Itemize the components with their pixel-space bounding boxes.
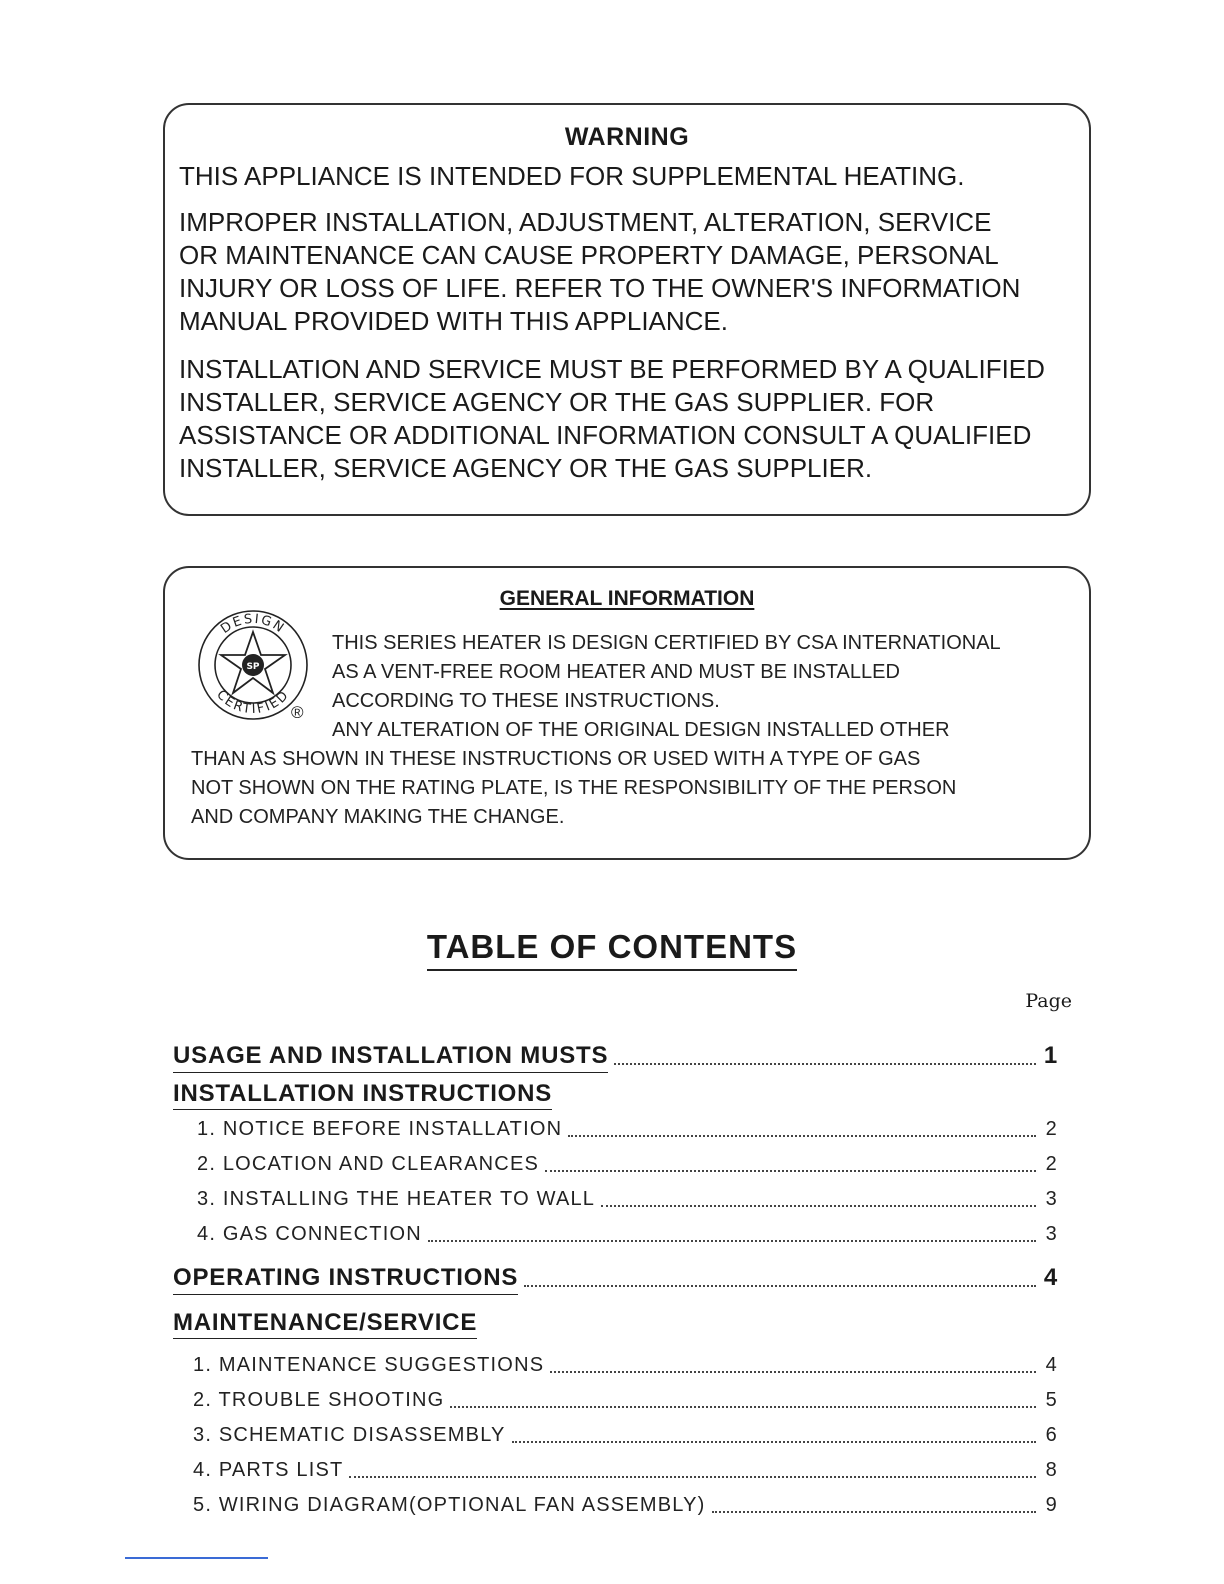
warning-box bbox=[163, 103, 1091, 516]
general-info-line: AND COMPANY MAKING THE CHANGE. bbox=[191, 806, 565, 828]
toc-entry-label: 2. LOCATION AND CLEARANCES bbox=[197, 1153, 540, 1175]
general-information-box bbox=[163, 566, 1091, 860]
logo-center-text: SP bbox=[246, 662, 260, 672]
warning-line: INSTALLER, SERVICE AGENCY OR THE GAS SUPPLIER. bbox=[179, 453, 873, 483]
warning-paragraph-2 bbox=[179, 206, 1079, 338]
toc-title bbox=[0, 928, 1224, 966]
toc-leader-dots bbox=[601, 1205, 1036, 1207]
toc-leader-dots bbox=[550, 1371, 1036, 1373]
warning-line: IMPROPER INSTALLATION, ADJUSTMENT, ALTERATION, SERVICE bbox=[179, 207, 992, 237]
toc-entry-label: USAGE AND INSTALLATION MUSTS bbox=[173, 1042, 608, 1073]
general-info-line: AS A VENT-FREE ROOM HEATER AND MUST BE INSTALLED bbox=[332, 661, 900, 683]
toc-leader-dots bbox=[349, 1476, 1036, 1478]
toc-heading-installation[interactable] bbox=[173, 1080, 552, 1108]
warning-line: INSTALLER, SERVICE AGENCY OR THE GAS SUPPLIER. FOR bbox=[179, 387, 935, 417]
general-info-line: THAN AS SHOWN IN THESE INSTRUCTIONS OR USED WITH A TYPE OF GAS bbox=[191, 748, 921, 770]
general-information-title: GENERAL INFORMATION bbox=[499, 587, 755, 610]
toc-entry-location[interactable] bbox=[197, 1153, 1058, 1176]
toc-leader-dots bbox=[614, 1063, 1036, 1065]
toc-entry-usage[interactable] bbox=[173, 1042, 1058, 1073]
toc-entry-page: 3 bbox=[1045, 1188, 1058, 1210]
registered-mark: ® bbox=[291, 703, 304, 722]
warning-line: INJURY OR LOSS OF LIFE. REFER TO THE OWNER'S INFORMATION bbox=[179, 273, 1021, 303]
toc-entry-gas-connection[interactable] bbox=[197, 1223, 1058, 1246]
toc-entry-label: 3. SCHEMATIC DISASSEMBLY bbox=[193, 1424, 506, 1446]
warning-line: MANUAL PROVIDED WITH THIS APPLIANCE. bbox=[179, 306, 728, 336]
toc-leader-dots bbox=[512, 1441, 1036, 1443]
toc-title-text: TABLE OF CONTENTS bbox=[427, 928, 797, 971]
toc-heading-label: MAINTENANCE/SERVICE bbox=[173, 1309, 477, 1339]
toc-entry-parts-list[interactable] bbox=[193, 1459, 1058, 1482]
toc-entry-label: 2. TROUBLE SHOOTING bbox=[193, 1389, 445, 1411]
toc-leader-dots bbox=[524, 1285, 1036, 1287]
warning-line: INSTALLATION AND SERVICE MUST BE PERFORMED BY A QUALIFIED bbox=[179, 354, 1045, 384]
general-info-line: NOT SHOWN ON THE RATING PLATE, IS THE RESPONSIBILITY OF THE PERSON bbox=[191, 777, 957, 799]
toc-entry-notice[interactable] bbox=[197, 1118, 1058, 1141]
toc-leader-dots bbox=[712, 1511, 1036, 1513]
toc-heading-label: INSTALLATION INSTRUCTIONS bbox=[173, 1080, 552, 1110]
toc-entry-page: 8 bbox=[1045, 1459, 1058, 1481]
toc-entry-maintenance-suggestions[interactable] bbox=[193, 1354, 1058, 1377]
toc-entry-page: 1 bbox=[1043, 1042, 1058, 1069]
toc-entry-label: 3. INSTALLING THE HEATER TO WALL bbox=[197, 1188, 596, 1210]
warning-paragraph-3 bbox=[179, 353, 1079, 485]
toc-leader-dots bbox=[428, 1240, 1036, 1242]
toc-entry-label: 1. NOTICE BEFORE INSTALLATION bbox=[197, 1118, 563, 1140]
svg-text:CERTIFIED bbox=[213, 687, 293, 717]
toc-entry-schematic[interactable] bbox=[193, 1424, 1058, 1447]
toc-entry-page: 6 bbox=[1045, 1424, 1058, 1446]
warning-title: WARNING bbox=[564, 123, 690, 151]
toc-entry-label: 4. PARTS LIST bbox=[193, 1459, 344, 1481]
toc-entry-label: 4. GAS CONNECTION bbox=[197, 1223, 422, 1245]
toc-entry-label: 5. WIRING DIAGRAM(OPTIONAL FAN ASSEMBLY) bbox=[193, 1494, 706, 1516]
toc-entry-page: 5 bbox=[1045, 1389, 1058, 1411]
warning-line: ASSISTANCE OR ADDITIONAL INFORMATION CONSULT A QUALIFIED bbox=[179, 420, 1032, 450]
scan-mark-line bbox=[125, 1557, 268, 1559]
toc-leader-dots bbox=[568, 1135, 1036, 1137]
logo-top-text: DESIGN bbox=[218, 611, 288, 637]
toc-heading-maintenance[interactable] bbox=[173, 1309, 477, 1337]
toc-entry-page: 4 bbox=[1045, 1354, 1058, 1376]
toc-page-label: Page bbox=[1025, 990, 1072, 1012]
toc-entry-operating[interactable] bbox=[173, 1264, 1058, 1295]
toc-entry-wiring-diagram[interactable] bbox=[193, 1494, 1058, 1517]
toc-entry-trouble-shooting[interactable] bbox=[193, 1389, 1058, 1412]
toc-leader-dots bbox=[545, 1170, 1036, 1172]
toc-entry-page: 2 bbox=[1045, 1118, 1058, 1140]
toc-entry-label: 1. MAINTENANCE SUGGESTIONS bbox=[193, 1354, 545, 1376]
toc-entry-page: 2 bbox=[1045, 1153, 1058, 1175]
toc-entry-installing[interactable] bbox=[197, 1188, 1058, 1211]
general-info-line: ACCORDING TO THESE INSTRUCTIONS. bbox=[332, 690, 720, 712]
toc-leader-dots bbox=[450, 1406, 1036, 1408]
toc-entry-page: 4 bbox=[1043, 1264, 1058, 1291]
toc-entry-label: OPERATING INSTRUCTIONS bbox=[173, 1264, 518, 1295]
toc-entry-page: 9 bbox=[1045, 1494, 1058, 1516]
warning-paragraph-1: THIS APPLIANCE IS INTENDED FOR SUPPLEMENTAL HEATING. bbox=[179, 161, 965, 191]
general-info-line: ANY ALTERATION OF THE ORIGINAL DESIGN INSTALLED OTHER bbox=[332, 719, 950, 741]
general-info-line: THIS SERIES HEATER IS DESIGN CERTIFIED BY CSA INTERNATIONAL bbox=[332, 632, 1001, 654]
toc-entry-page: 3 bbox=[1045, 1223, 1058, 1245]
warning-line: OR MAINTENANCE CAN CAUSE PROPERTY DAMAGE, PERSONAL bbox=[179, 240, 999, 270]
logo-bottom-text: CERTIFIED bbox=[213, 687, 293, 718]
